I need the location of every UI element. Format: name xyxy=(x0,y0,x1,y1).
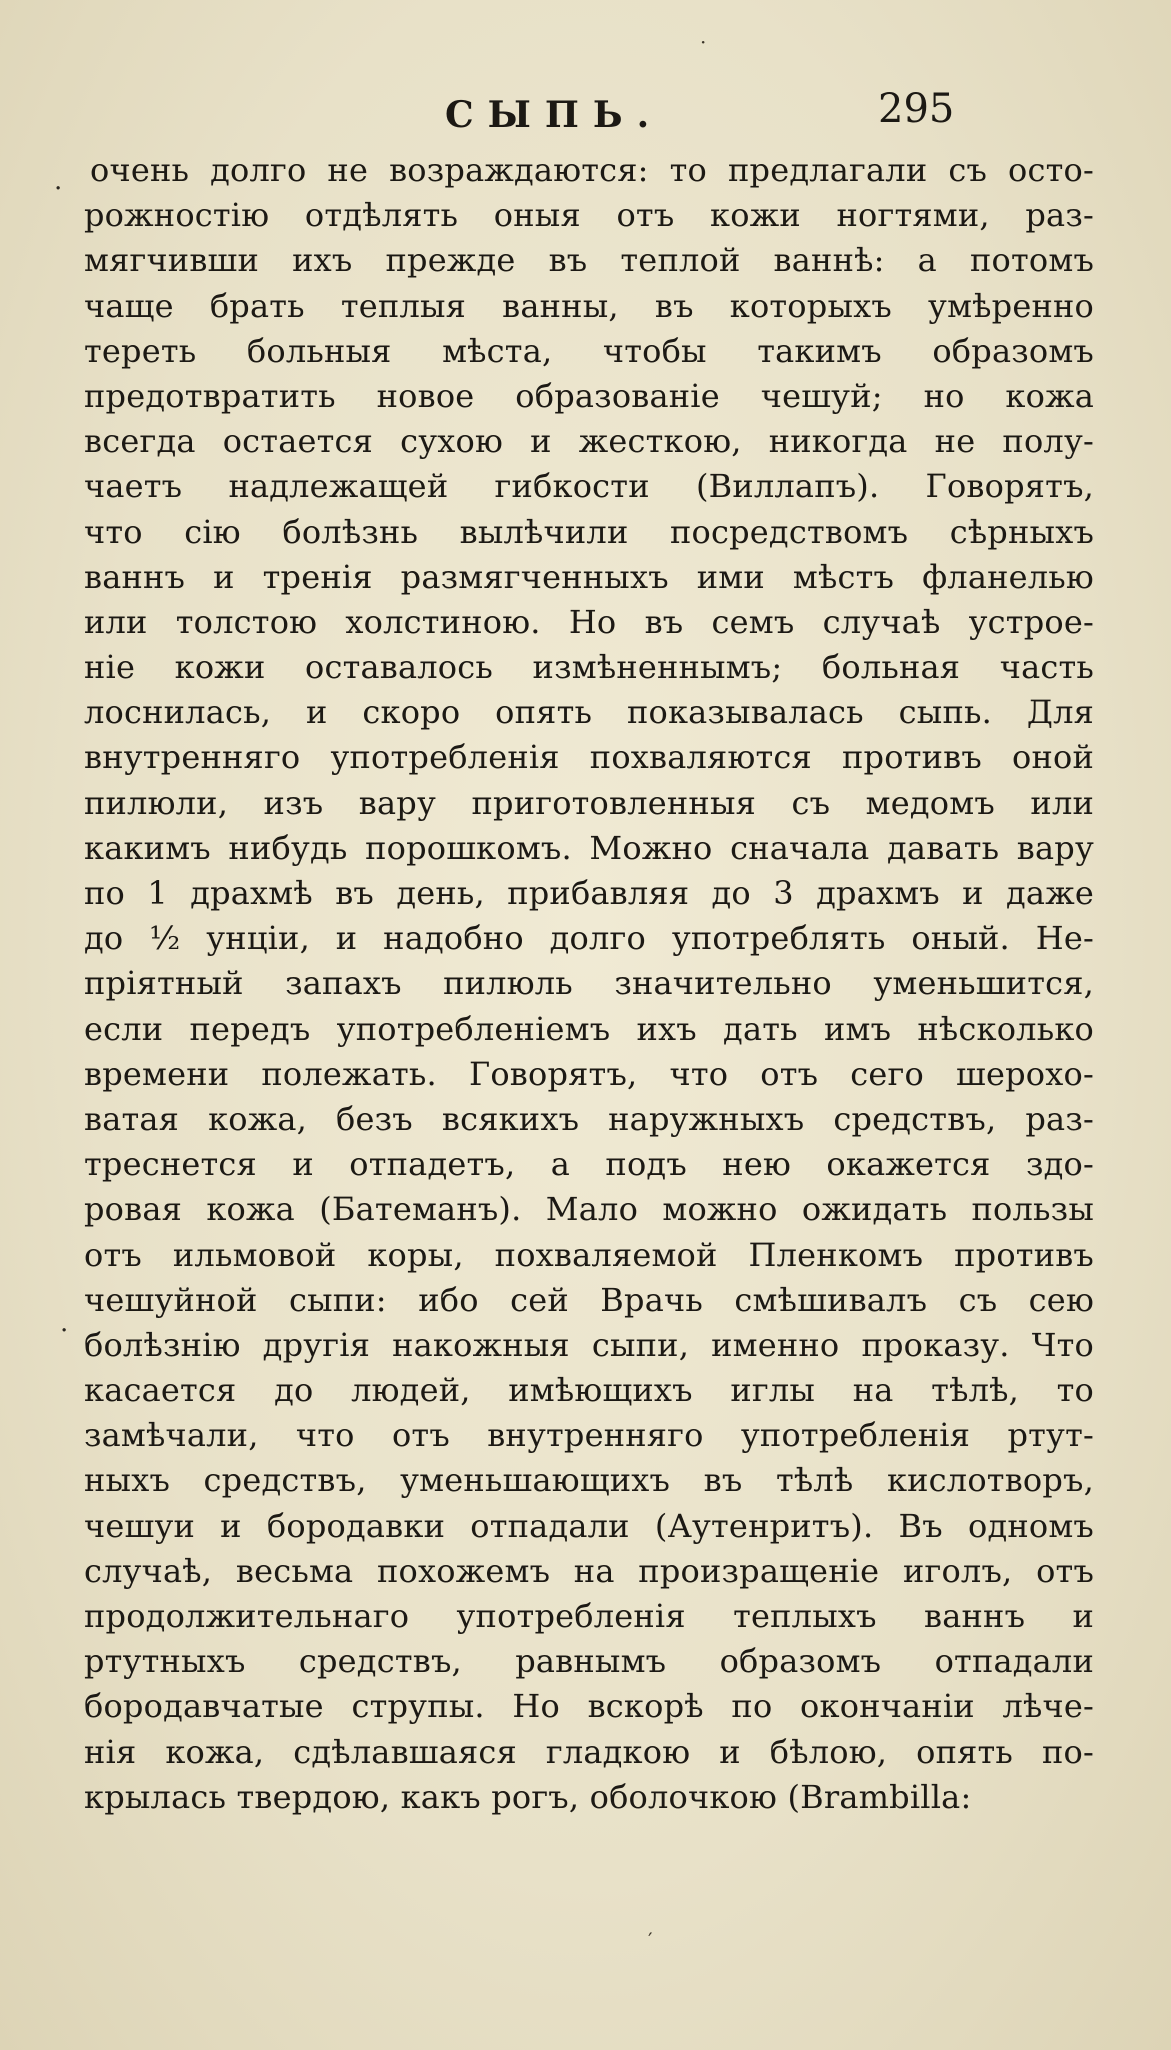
text-line: внутренняго употребленія похваляются противъ оной xyxy=(84,738,1094,777)
text-line: очень долго не возраждаются: то предлагали съ осто- xyxy=(90,151,1094,189)
text-line: если передъ употребленіемъ ихъ дать имъ нѣсколько xyxy=(84,1009,1094,1048)
text-line: болѣзнію другія накожныя сыпи, именно проказу. Что xyxy=(84,1325,1094,1364)
text-line: замѣчали, что отъ внутренняго употребленія ртут- xyxy=(84,1416,1094,1455)
text-line: нія кожа, сдѣлавшаяся гладкою и бѣлою, опять по- xyxy=(84,1732,1094,1771)
text-line: лоснилась, и скоро опять показывалась сыпь. Для xyxy=(84,693,1094,732)
text-line: по 1 драхмѣ въ день, прибавляя до 3 драхмъ и даже xyxy=(84,874,1094,912)
body-text xyxy=(84,148,1094,1820)
text-line: чаетъ надлежащей гибкости (Виллапъ). Говорятъ, xyxy=(84,467,1094,506)
text-line: пріятный запахъ пилюль значительно уменьшится, xyxy=(84,964,1094,1003)
text-line: бородавчатые струпы. Но вскорѣ по окончаніи лѣче- xyxy=(84,1687,1094,1726)
text-line: крылась твердою, какъ рогъ, оболочкою (Brambilla: xyxy=(84,1777,972,1816)
text-line: до ½ унціи, и надобно долго употреблять оный. Не- xyxy=(84,919,1094,958)
text-line: треснется и отпадетъ, а подъ нею окажется здо- xyxy=(84,1145,1094,1184)
text-line: ныхъ средствъ, уменьшающихъ въ тѣлѣ кислотворъ, xyxy=(84,1461,1094,1500)
text-line: ртутныхъ средствъ, равнымъ образомъ отпадали xyxy=(84,1642,1094,1681)
text-line: продолжительнаго употребленія теплыхъ ваннъ и xyxy=(84,1597,1094,1635)
ink-speck: · xyxy=(700,30,707,54)
text-line: пилюли, изъ вару приготовленныя съ медомъ или xyxy=(84,783,1094,822)
text-line: ваннъ и тренія размягченныхъ ими мѣстъ фланелью xyxy=(84,557,1094,596)
text-line: рожностію отдѣлять оныя отъ кожи ногтями, раз- xyxy=(84,196,1094,235)
text-line: ніе кожи оставалось измѣненнымъ; больная часть xyxy=(84,648,1094,687)
page-header xyxy=(0,86,1171,146)
text-line: ровая кожа (Батеманъ). Мало можно ожидать пользы xyxy=(84,1190,1094,1229)
text-line: чаще брать теплыя ванны, въ которыхъ умѣренно xyxy=(84,286,1094,325)
text-line: отъ ильмовой коры, похваляемой Пленкомъ противъ xyxy=(84,1235,1094,1274)
text-line: времени полежать. Говорятъ, что отъ сего шерохо- xyxy=(84,1054,1094,1093)
text-line: всегда остается сухою и жесткою, никогда не полу- xyxy=(84,422,1094,461)
text-line: касается до людей, имѣющихъ иглы на тѣлѣ, то xyxy=(84,1371,1094,1410)
margin-dot: . xyxy=(54,166,63,196)
page-number: 295 xyxy=(878,86,955,132)
text-line: что сію болѣзнь вылѣчили посредствомъ сѣрныхъ xyxy=(84,512,1094,551)
text-line: или толстою холстиною. Но въ семъ случаѣ устрое- xyxy=(84,602,1094,641)
text-line: случаѣ, весьма похожемъ на произращеніе иголъ, отъ xyxy=(84,1551,1094,1590)
ink-speck: ′ xyxy=(648,1928,653,1952)
text-line: предотвратить новое образованіе чешуй; но кожа xyxy=(84,376,1094,415)
text-line: чешуйной сыпи: ибо сей Врачь смѣшивалъ съ сею xyxy=(84,1280,1094,1319)
running-head: СЫПЬ. xyxy=(445,94,664,136)
text-line: мягчивши ихъ прежде въ теплой ваннѣ: а потомъ xyxy=(84,241,1094,280)
text-line: ватая кожа, безъ всякихъ наружныхъ средствъ, раз- xyxy=(84,1099,1094,1138)
text-line: какимъ нибудь порошкомъ. Можно сначала давать вару xyxy=(84,828,1094,867)
text-line: тереть больныя мѣста, чтобы такимъ образомъ xyxy=(84,331,1094,370)
margin-dot: . xyxy=(60,1308,69,1338)
text-line: чешуи и бородавки отпадали (Аутенритъ). Въ одномъ xyxy=(84,1506,1094,1545)
